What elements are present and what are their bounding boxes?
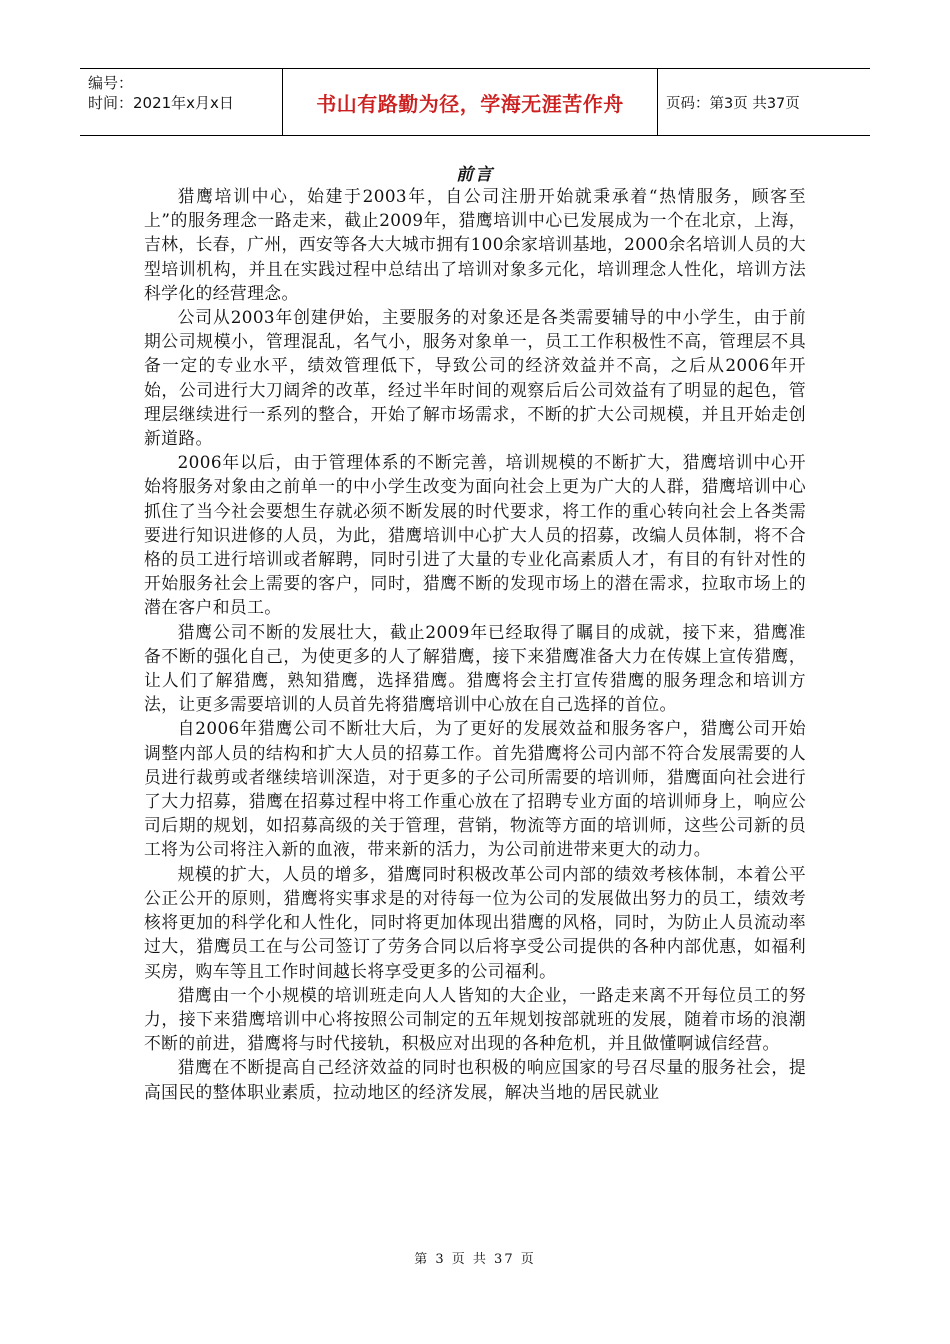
document-title: 前言 xyxy=(456,165,494,185)
document-number-label: 编号： xyxy=(88,74,134,92)
header-motto: 书山有路勤为径，学海无涯苦作舟 xyxy=(283,69,658,135)
paragraph: 自2006年猎鹰公司不断壮大后，为了更好的发展效益和服务客户，猎鹰公司开始调整内部人员的结构和扩大人员的招募工作。首先猎鹰将公司内部不符合发展需要的人员进行裁剪或者继续培训深造，对于更多的子公司所需要的培训师，猎鹰面向社会进行了大力招募，猎鹰在招募过程中将工作重心放在了招聘专业方面的培训师身上，响应公司后期的规划，如招募高级的关于管理，营销，物流等方面的培训师，这些公司新的员工将为公司将注入新的血液，带来新的活力，为公司前进带来更大的动力。 xyxy=(144,718,806,860)
paragraph: 猎鹰培训中心，始建于2003年，自公司注册开始就秉承着“热情服务，顾客至上”的服务理念一路走来，截止2009年，猎鹰培训中心已发展成为一个在北京，上海，吉林，长春，广州，西安等各大大城市拥有100余家培训基地，2000余名培训人员的大型培训机构，并且在实践过程中总结出了培训对象多元化，培训理念人性化，培训方法科学化的经营理念。 xyxy=(144,186,806,303)
document-time-label: 时间：2021年x月x日 xyxy=(88,94,234,112)
paragraph: 公司从2003年创建伊始，主要服务的对象还是各类需要辅导的中小学生，由于前期公司规模小，管理混乱，名气小，服务对象单一，员工工作积极性不高，管理层不具备一定的专业水平，绩效管理低下，导致公司的经济效益并不高，之后从2006年开始，公司进行大刀阔斧的改革，经过半年时间的观察后后公司效益有了明显的起色，管理层继续进行一系列的整合，开始了解市场需求，不断的扩大公司规模，并且开始走创新道路。 xyxy=(144,307,806,449)
header-page-info: 页码：第3页 共37页 xyxy=(666,95,800,112)
document-header xyxy=(80,68,870,136)
paragraph: 猎鹰由一个小规模的培训班走向人人皆知的大企业，一路走来离不开每位员工的努力，接下来猎鹰培训中心将按照公司制定的五年规划按部就班的发展，随着市场的浪潮不断的前进，猎鹰将与时代接轨，积极应对出现的各种危机，并且做懂啊诚信经营。 xyxy=(144,984,806,1054)
paragraph: 2006年以后，由于管理体系的不断完善，培训规模的不断扩大，猎鹰培训中心开始将服务对象由之前单一的中小学生改变为面向社会上更为广大的人群，猎鹰培训中心抓住了当今社会要想生存就必须不断发展的时代要求，将工作的重心转向社会上各类需要进行知识进修的人员，为此，猎鹰培训中心扩大人员的招募，改编人员体制，将不合格的员工进行培训或者解聘，同时引进了大量的专业化高素质人才，有目的有针对性的开始服务社会上需要的客户，同时，猎鹰不断的发现市场上的潜在需求，拉取市场上的潜在客户和员工。 xyxy=(144,452,806,618)
page-footer: 第 3 页 共 37 页 xyxy=(414,1252,536,1267)
paragraph: 猎鹰公司不断的发展壮大，截止2009年已经取得了瞩目的成就，接下来，猎鹰准备不断的强化自己，为使更多的人了解猎鹰，接下来猎鹰准备大力在传媒上宣传猎鹰，让人们了解猎鹰，熟知猎鹰，选择猎鹰。猎鹰将会主打宣传猎鹰的服务理念和培训方法，让更多需要培训的人员首先将猎鹰培训中心放在自己选择的首位。 xyxy=(144,621,806,715)
header-meta-cell xyxy=(80,69,283,135)
document-body xyxy=(144,184,806,1104)
paragraph: 规模的扩大，人员的增多，猎鹰同时积极改革公司内部的绩效考核体制，本着公平公正公开的原则，猎鹰将实事求是的对待每一位为公司的发展做出努力的员工，绩效考核将更加的科学化和人性化，同时将更加体现出猎鹰的风格，同时，为防止人员流动率过大，猎鹰员工在与公司签订了劳务合同以后将享受公司提供的各种内部优惠，如福利买房，购车等且工作时间越长将享受更多的公司福利。 xyxy=(144,863,806,981)
paragraph: 猎鹰在不断提高自己经济效益的同时也积极的响应国家的号召尽量的服务社会，提高国民的整体职业素质，拉动地区的经济发展，解决当地的居民就业 xyxy=(144,1057,806,1102)
